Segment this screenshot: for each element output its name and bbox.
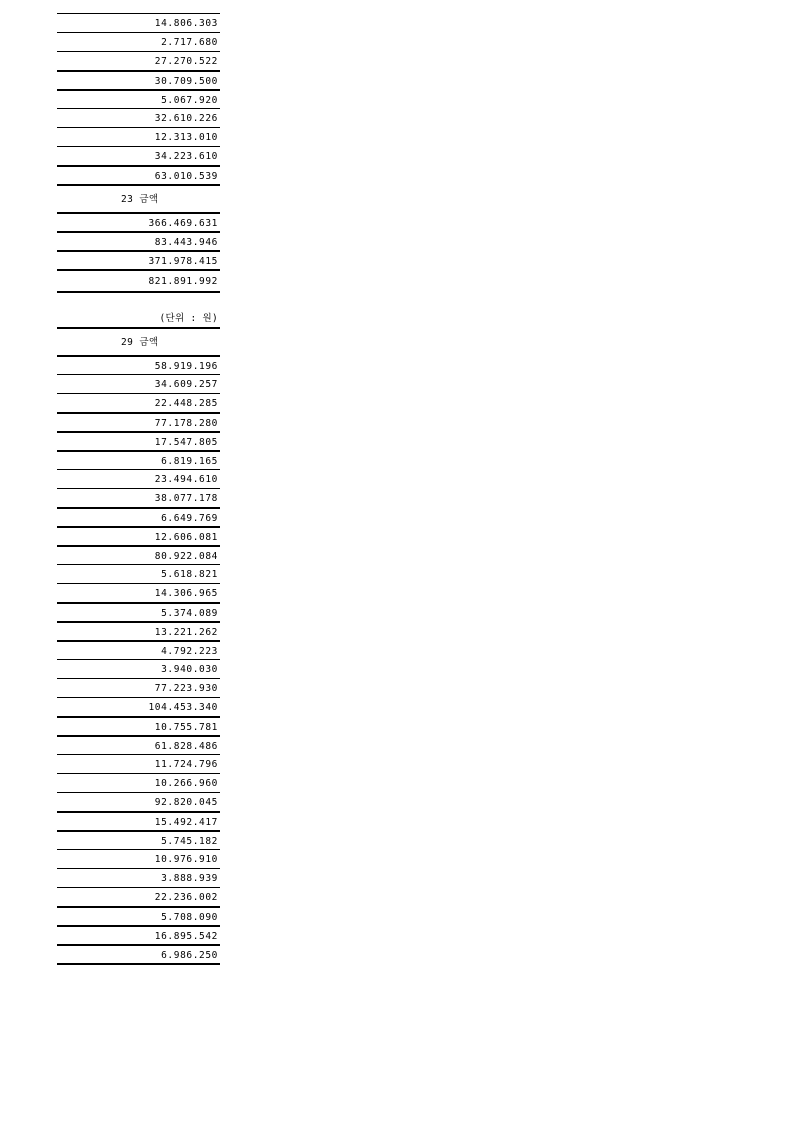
unit-label: (단위 : 원) bbox=[57, 291, 220, 327]
amount-cell: 5.067.920 bbox=[57, 89, 220, 108]
amount-cell: 3.940.030 bbox=[57, 659, 220, 678]
amount-cell: 22.236.002 bbox=[57, 887, 220, 906]
amount-cell: 16.895.542 bbox=[57, 925, 220, 944]
amount-cell: 63.010.539 bbox=[57, 165, 220, 184]
amount-cell: 30.709.500 bbox=[57, 70, 220, 89]
amount-cell: 11.724.796 bbox=[57, 754, 220, 773]
amount-cell: 61.828.486 bbox=[57, 735, 220, 754]
amount-cell: 6.986.250 bbox=[57, 944, 220, 963]
amount-cell: 13.221.262 bbox=[57, 621, 220, 640]
amount-cell: 38.077.178 bbox=[57, 488, 220, 507]
amount-cell: 83.443.946 bbox=[57, 231, 220, 250]
amount-cell: 34.223.610 bbox=[57, 146, 220, 165]
amount-cell: 14.306.965 bbox=[57, 583, 220, 602]
amount-cell: 12.606.081 bbox=[57, 526, 220, 545]
amount-cell: 5.618.821 bbox=[57, 564, 220, 583]
amount-cell: 5.708.090 bbox=[57, 906, 220, 925]
amount-cell: 92.820.045 bbox=[57, 792, 220, 811]
amount-cell: 3.888.939 bbox=[57, 868, 220, 887]
amount-cell: 77.223.930 bbox=[57, 678, 220, 697]
amount-cell: 10.755.781 bbox=[57, 716, 220, 735]
column-header-label: 23 금액 bbox=[121, 194, 159, 205]
amount-cell: 58.919.196 bbox=[57, 355, 220, 374]
amount-cell: 14.806.303 bbox=[57, 13, 220, 32]
amount-cell: 371.978.415 bbox=[57, 250, 220, 269]
amount-cell: 5.374.089 bbox=[57, 602, 220, 621]
column-header-label: 29 금액 bbox=[121, 337, 159, 348]
amount-cell: 2.717.680 bbox=[57, 32, 220, 51]
amount-cell: 10.976.910 bbox=[57, 849, 220, 868]
amount-cell: 32.610.226 bbox=[57, 108, 220, 127]
amount-cell: 22.448.285 bbox=[57, 393, 220, 412]
amount-cell: 23.494.610 bbox=[57, 469, 220, 488]
amount-cell: 77.178.280 bbox=[57, 412, 220, 431]
amount-cell: 12.313.010 bbox=[57, 127, 220, 146]
amount-cell: 6.649.769 bbox=[57, 507, 220, 526]
column-header bbox=[57, 327, 220, 355]
amount-cell: 15.492.417 bbox=[57, 811, 220, 830]
column-header bbox=[57, 184, 220, 212]
amount-cell: 5.745.182 bbox=[57, 830, 220, 849]
amount-cell: 10.266.960 bbox=[57, 773, 220, 792]
amount-cell: 6.819.165 bbox=[57, 450, 220, 469]
amount-cell: 27.270.522 bbox=[57, 51, 220, 70]
amount-table bbox=[57, 13, 220, 965]
amount-cell: 34.609.257 bbox=[57, 374, 220, 393]
amount-cell: 17.547.805 bbox=[57, 431, 220, 450]
amount-cell: 821.891.992 bbox=[57, 269, 220, 291]
amount-cell: 104.453.340 bbox=[57, 697, 220, 716]
amount-cell: 366.469.631 bbox=[57, 212, 220, 231]
amount-cell: 80.922.084 bbox=[57, 545, 220, 564]
amount-cell: 4.792.223 bbox=[57, 640, 220, 659]
